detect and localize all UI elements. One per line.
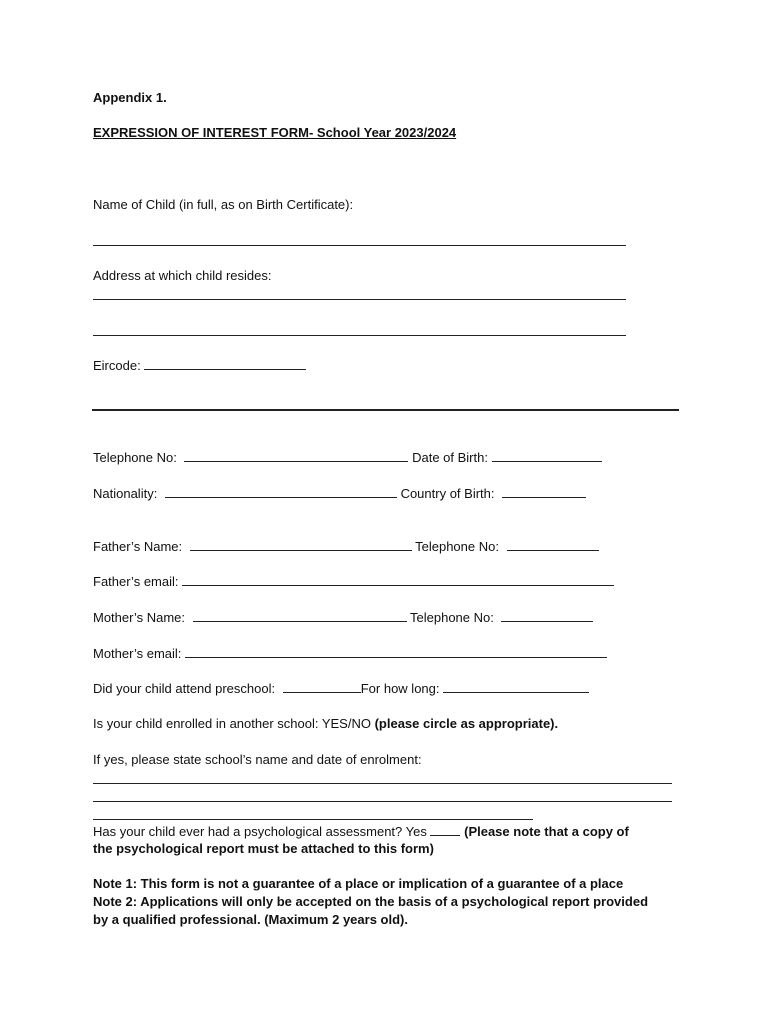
appendix-label: Appendix 1.: [93, 90, 167, 105]
enrolled-note: (please circle as appropriate).: [374, 716, 559, 731]
eircode-row: [93, 357, 306, 374]
school-name-field-line-1[interactable]: [93, 783, 672, 784]
nationality-row: [93, 485, 586, 502]
child-name-label: Name of Child (in full, as on Birth Certificate):: [93, 197, 354, 212]
school-name-label: If yes, please state school’s name and date of enrolment:: [93, 752, 422, 767]
psych-note-2: the psychological report must be attached to this form): [93, 841, 434, 856]
nationality-label: Nationality:: [93, 486, 158, 501]
address-field-line-1[interactable]: [93, 299, 626, 300]
school-name-field-line-3[interactable]: [93, 819, 533, 820]
mother-name-row: [93, 609, 593, 626]
mother-name-label: Mother’s Name:: [93, 610, 185, 625]
how-long-label: For how long:: [360, 681, 440, 696]
father-email-row: [93, 573, 614, 590]
father-email-label: Father’s email:: [93, 574, 179, 589]
child-name-field[interactable]: [93, 245, 626, 246]
preschool-label: Did your child attend preschool:: [93, 681, 276, 696]
father-name-field[interactable]: [190, 538, 412, 551]
mother-email-row: [93, 645, 607, 662]
psych-yes-field[interactable]: [430, 823, 460, 836]
note-1: Note 1: This form is not a guarantee of a place or implication of a guarantee of a place: [93, 876, 624, 891]
psych-label: Has your child ever had a psychological assessment? Yes: [93, 824, 427, 839]
telephone-row: [93, 449, 602, 466]
preschool-field[interactable]: [283, 680, 361, 693]
section-divider: [92, 409, 679, 411]
school-name-field-line-2[interactable]: [93, 801, 672, 802]
preschool-row: [93, 680, 589, 697]
enrolled-row: [93, 716, 558, 732]
dob-field[interactable]: [492, 449, 602, 462]
nationality-field[interactable]: [165, 485, 397, 498]
father-telephone-field[interactable]: [507, 538, 599, 551]
mother-name-field[interactable]: [193, 609, 407, 622]
psych-row: [93, 823, 629, 840]
dob-label: Date of Birth:: [412, 450, 488, 465]
how-long-field[interactable]: [443, 680, 589, 693]
mother-email-field[interactable]: [185, 645, 607, 658]
father-name-label: Father’s Name:: [93, 539, 183, 554]
father-email-field[interactable]: [182, 573, 614, 586]
form-title: EXPRESSION OF INTEREST FORM- School Year 2023/2024: [93, 125, 457, 140]
enrolled-label[interactable]: Is your child enrolled in another school: YES/NO: [93, 716, 371, 731]
father-telephone-label: Telephone No:: [415, 539, 499, 554]
country-of-birth-field[interactable]: [502, 485, 586, 498]
mother-email-label: Mother’s email:: [93, 646, 182, 661]
psych-note-1: (Please note that a copy of: [464, 824, 629, 839]
address-label: Address at which child resides:: [93, 268, 272, 283]
eircode-label: Eircode:: [93, 358, 141, 373]
mother-telephone-field[interactable]: [501, 609, 593, 622]
telephone-field[interactable]: [184, 449, 408, 462]
father-name-row: [93, 538, 599, 555]
note-2-line-1: Note 2: Applications will only be accepted on the basis of a psychological report provided: [93, 894, 649, 909]
address-field-line-2[interactable]: [93, 335, 626, 336]
telephone-label: Telephone No:: [93, 450, 177, 465]
country-of-birth-label: Country of Birth:: [400, 486, 495, 501]
mother-telephone-label: Telephone No:: [410, 610, 494, 625]
note-2-line-2: by a qualified professional. (Maximum 2 years old).: [93, 912, 408, 927]
eircode-field[interactable]: [144, 357, 306, 370]
